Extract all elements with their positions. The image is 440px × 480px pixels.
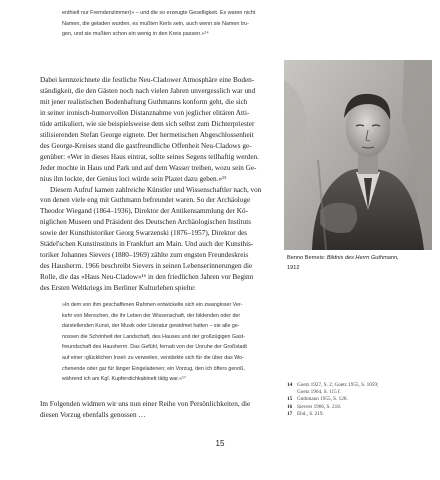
caption-author: Benno Berneis: bbox=[287, 255, 327, 261]
text-line: niglichen Museen und Präsident des Deutschen Archäologischen Instituts bbox=[40, 218, 251, 227]
text-line: in seiner ironisch-humorvollen Distanznahme von jeglicher elitären Atti- bbox=[40, 108, 250, 117]
body-text-closing bbox=[40, 399, 276, 421]
caption-title: Bildnis des Herrn Guthmann, bbox=[326, 255, 399, 261]
page-number: 15 bbox=[215, 439, 225, 448]
text-line: tüde artikuliert, wie sie beispielsweise dem sich selbst zum Dichterpriester bbox=[40, 119, 255, 128]
footnote-item bbox=[287, 411, 437, 418]
text-line: von denen viele eng mit Guthmann befreundet waren. So der Archäologe bbox=[40, 196, 251, 205]
quote-line: freundschaft des Hausherrn. Das Gefühl, fernab von der Unruhe der Großstadt bbox=[62, 344, 247, 351]
text-line: genüber: «Wer in dieses Haus eintrat, sollte seines Segens teilhaftig werden. bbox=[40, 152, 259, 161]
text-line: nius ihn lockte, der Genius loci würde sein Plazet dazu geben.»¹⁵ bbox=[40, 174, 227, 183]
quote-line: Namen, die geladen wurden, es mußten Kerls sein, auch wenn sie Namen tru- bbox=[62, 20, 249, 27]
footnote-text: Ebd., S. 219. bbox=[297, 410, 324, 417]
text-line: Im Folgenden widmen wir uns nun einer Reihe von Persönlichkeiten, die bbox=[40, 400, 251, 408]
text-line: Dabei kennzeichnete die festliche Neu-Cladower Atmosphäre eine Boden- bbox=[40, 76, 255, 84]
quote-line: chenende oder gar für länger Eingeladenen; ein Vorzug, den ich öfters genoß, bbox=[62, 365, 245, 372]
text-line: diesen Vorzug ebenfalls genossen … bbox=[40, 411, 146, 419]
text-line: mit jener realistischen Bodenhaftung Guthmanns konform geht, die sich bbox=[40, 97, 248, 106]
text-line: Rolle, die das «Haus Neu-Cladow»¹⁶ in den friedlichen Jahren vor Beginn bbox=[40, 273, 254, 282]
footnote-number: 16 bbox=[287, 403, 293, 410]
text-line: Theodor Wiegand (1864–1936), Direktor der Antikensammlung der Kö- bbox=[40, 207, 248, 216]
quote-line: enthielt nur Fremdenzimmer)» – und die so erzeugte Geselligkeit. Es waren nicht bbox=[62, 10, 256, 16]
text-line: des George-Kreises stand die gastfreundliche Offenheit Neu-Cladows ge- bbox=[40, 141, 252, 150]
footnote-item bbox=[287, 404, 437, 411]
portrait-image bbox=[284, 60, 432, 250]
footnote-number: 14 bbox=[287, 382, 293, 388]
quote-line: »In dem von ihm geschaffenen Rahmen entwickelte sich ein zwangloser Ver- bbox=[62, 302, 243, 308]
text-line: ständigkeit, die den Gästen noch nach vielen Jahren unvergesslich war und bbox=[40, 86, 256, 95]
text-line: toriker Johannes Sievers (1880–1969) zählte zum engsten Freundeskreis bbox=[40, 251, 249, 260]
quote-line: auf einer ›glücklichen Insel‹ zu verweilen, verstärkte sich für die über das Wo- bbox=[62, 354, 244, 361]
caption-year: 1912 bbox=[287, 264, 300, 271]
footnotes bbox=[287, 382, 437, 418]
text-line: sowie der Kunsthistoriker Georg Swarzenski (1876–1957), Direktor des bbox=[40, 229, 248, 238]
footnote-text: Goetz 1927, S. 2; Goetz 1955, S. 1059; bbox=[297, 382, 379, 388]
text-line: stilisierenden Stefan George eignete. Der hermetischen Abgeschlossenheit bbox=[40, 130, 254, 139]
text-line: des Ersten Weltkriegs im Berliner Kulturleben spielte: bbox=[40, 284, 196, 293]
footnote-item bbox=[287, 396, 437, 403]
footnote-number: 15 bbox=[287, 396, 293, 403]
text-line: Städel'schen Kunstinstituts in Frankfurt am Main. Und auch der Kunsthis- bbox=[40, 240, 254, 249]
block-quote-sievers bbox=[62, 300, 274, 385]
quote-line: während ich am Kgl. Kupferstichkabinett tätig war.«¹⁷ bbox=[62, 376, 186, 383]
footnote-text: Goetz 1964, S. 115 f. bbox=[297, 389, 342, 396]
text-line: Jeder mochte in Haus und Park und auf dem Wasser treiben, wozu sein Ge- bbox=[40, 163, 257, 172]
quote-line: gen, und sie mußten schon ein wenig in den Kreis passen.»¹⁴ bbox=[62, 31, 209, 38]
quote-line: darstellenden Kunst, der Musik oder Literatur gewidmet hatten – sie alle ge- bbox=[62, 323, 240, 330]
quote-line: kehr von Menschen, die ihr Leben der Wissenschaft, der bildenden oder der bbox=[62, 312, 241, 319]
footnote-text: Sievers 1966, S. 218. bbox=[297, 403, 342, 410]
footnote-text: Guthmann 1955, S. 128. bbox=[297, 396, 348, 403]
body-text-main bbox=[40, 75, 276, 294]
footnote-number: 17 bbox=[287, 410, 293, 417]
text-line: des Hausherrn. 1966 beschreibt Sievers in seinen Lebenserinnerungen die bbox=[40, 262, 253, 271]
image-caption bbox=[287, 254, 437, 273]
text-line: Diesem Aufruf kamen zahlreiche Künstler und Wissenschaftler nach, von bbox=[50, 185, 262, 194]
quote-line: nossen die Schönheit der Landschaft, des Hauses und der großzügigen Gast- bbox=[62, 333, 245, 340]
footnote-item bbox=[287, 389, 437, 396]
block-quote-top bbox=[62, 8, 274, 40]
